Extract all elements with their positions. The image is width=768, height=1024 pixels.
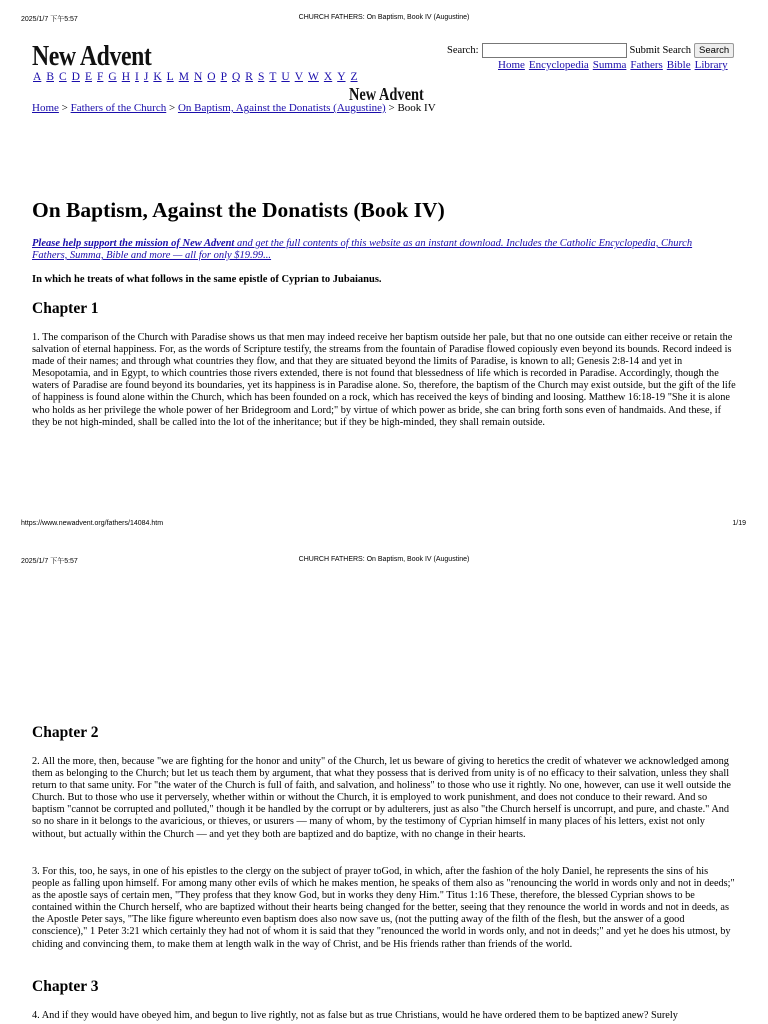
alphabet-link-c[interactable]: C (58, 71, 67, 83)
alphabet-link-a[interactable]: A (33, 71, 42, 83)
alphabet-link-i[interactable]: I (135, 71, 139, 83)
print-date: 2025/1/7 下午5:57 (21, 16, 78, 23)
alphabet-link-x[interactable]: X (323, 71, 333, 83)
alphabet-link-l[interactable]: L (166, 71, 174, 83)
paragraph: 4. And if they would have obeyed him, and begun to live rightly, not as false but as true Christians, would he have ordered them to be baptized anew? Surely (32, 1010, 678, 1021)
new-advent-logo-small[interactable]: New Advent (349, 84, 424, 104)
alphabet-link-n[interactable]: N (193, 71, 203, 83)
alphabet-link-y[interactable]: Y (337, 71, 346, 83)
alphabet-link-h[interactable]: H (121, 71, 131, 83)
print-title: CHURCH FATHERS: On Baptism, Book IV (Augustine) (298, 556, 470, 563)
page-title: On Baptism, Against the Donatists (Book IV) (32, 198, 445, 222)
alphabet-link-p[interactable]: P (220, 71, 227, 83)
alphabet-link-o[interactable]: O (207, 71, 216, 83)
breadcrumb-work[interactable]: On Baptism, Against the Donatists (Augustine) (177, 102, 386, 114)
search-button[interactable]: Search (694, 43, 734, 58)
support-link[interactable]: Please help support the mission of New Advent (32, 238, 235, 249)
alphabet-link-q[interactable]: Q (231, 71, 241, 83)
nav-link-encyclopedia[interactable]: Encyclopedia (528, 59, 589, 71)
nav-link-home[interactable]: Home (498, 59, 525, 71)
print-date: 2025/1/7 下午5:57 (21, 558, 78, 565)
alphabet-link-z[interactable]: Z (350, 71, 358, 83)
breadcrumb-current: Book IV (397, 102, 436, 114)
top-nav (498, 59, 732, 71)
breadcrumb-home[interactable]: Home (32, 102, 59, 114)
support-banner[interactable] (32, 238, 722, 262)
nav-link-bible[interactable]: Bible (666, 59, 691, 71)
alphabet-nav (33, 71, 363, 83)
alphabet-link-g[interactable]: G (108, 71, 117, 83)
breadcrumb-fathers[interactable]: Fathers of the Church (70, 102, 167, 114)
nav-link-fathers[interactable]: Fathers (630, 59, 663, 71)
paragraph: 2. All the more, then, because "we are fighting for the honor and unity" of the Church, let us beware of giving to heretics the credit of whatever we acknowledged among them as belonging to the Church; but let us teach them by argument, that what they possess that is derived from unity is of no efficacy to their salvation, unless they shall return to that same unity. For "the water of the Church is full of faith, and salvation, and holiness" to those who use it rightly. No one, however, can use it well outside the Church. But to those who use it perversely, whether within or without the Church, it is employed to work punishment, and does not conduce to their reward. And so baptism "cannot be corrupted and polluted," though it be handled by the corrupt or by adulterers, just as also "the Church herself is uncorrupt, and pure, and chaste." And so no share in it belongs to the avaricious, or thieves, or usurers — many of whom, by the testimony of Cyprian himself in many places of his letters, exist not only without, but actually within the Church — and yet they both are baptized and do baptize, with no change in their hearts. (32, 756, 731, 840)
intro-text: In which he treats of what follows in the same epistle of Cyprian to Jubaianus. (32, 274, 382, 285)
submit-search-label: Submit Search (629, 45, 692, 56)
print-page-number: 1/19 (732, 520, 746, 527)
alphabet-link-e[interactable]: E (84, 71, 92, 83)
alphabet-link-k[interactable]: K (153, 71, 162, 83)
nav-link-summa[interactable]: Summa (592, 59, 627, 71)
breadcrumb: Home > Fathers of the Church > On Baptism, Against the Donatists (Augustine) > Book IV (32, 102, 436, 114)
nav-link-library[interactable]: Library (694, 59, 728, 71)
alphabet-link-s[interactable]: S (257, 71, 265, 83)
alphabet-link-r[interactable]: R (245, 71, 253, 83)
print-url: https://www.newadvent.org/fathers/14084.htm (21, 520, 164, 527)
search-bar (447, 43, 734, 58)
alphabet-link-m[interactable]: M (178, 71, 189, 83)
chapter-heading: Chapter 1 (32, 300, 99, 317)
alphabet-link-b[interactable]: B (46, 71, 54, 83)
alphabet-link-j[interactable]: J (143, 71, 149, 83)
alphabet-link-d[interactable]: D (71, 71, 80, 83)
alphabet-link-f[interactable]: F (97, 71, 104, 83)
alphabet-link-t[interactable]: T (269, 71, 277, 83)
new-advent-logo[interactable]: New Advent (32, 40, 152, 72)
chapter-heading: Chapter 3 (32, 978, 99, 995)
search-label: Search: (447, 45, 479, 56)
alphabet-link-w[interactable]: W (308, 71, 319, 83)
paragraph: 1. The comparison of the Church with Paradise shows us that men may indeed receive her baptism outside her pale, but that no one outside can either receive or retain the salvation of eternal happiness. For, as the words of Scripture testify, the streams from the fountain of Paradise flowed copiously even beyond its bounds. Record indeed is made of their names; and through what countries they flow, and that they are situated beyond the limits of Paradise, is known to all; Genesis 2:8-14 and yet in Mesopotamia, and in Egypt, to which countries those rivers extended, there is not found that blessedness of life which is recorded in Paradise. Accordingly, though the waters of Paradise are found beyond its boundaries, yet its happiness is in Paradise alone. So, therefore, the baptism of the Church may exist outside, but the gift of the life of happiness is found alone within the Church, which has been founded on a rock, which has received the keys of binding and loosing. Matthew 16:18-19 "She it is alone who holds as her privilege the whole power of her Bridegroom and Lord;" by virtue of which power as bride, she can bring forth sons even of handmaids. And these, if they be not high-minded, shall be called into the lot of the inheritance; but if they be high-minded, they shall remain outside. (32, 332, 736, 428)
print-title: CHURCH FATHERS: On Baptism, Book IV (Augustine) (298, 14, 470, 21)
support-text[interactable]: and get the full contents of this website as an instant download. Includes the Catholic Encyclopedia, Church Fathers, Summa, Bible and more — all for only $19.99... (32, 238, 693, 261)
search-input[interactable] (482, 43, 627, 58)
alphabet-link-v[interactable]: V (294, 71, 304, 83)
alphabet-link-u[interactable]: U (281, 71, 290, 83)
paragraph: 3. For this, too, he says, in one of his epistles to the clergy on the subject of prayer toGod, in which, after the fashion of the holy Daniel, he represents the sins of his people as falling upon himself. For among many other evils of which he makes mention, he speaks of them also as "renouncing the world in words only and not in deeds;" as the apostle says of certain men, "They profess that they know God, but in works they deny Him." Titus 1:16 These, therefore, the blessed Cyprian shows to be contained within the Church herself, who are baptized without their hearts being changed for the better, seeing that they renounce the world in words and not in deeds, as the Apostle Peter says, "The like figure whereunto even baptism does also now save us, (not the putting away of the filth of the flesh, but the answer of a good conscience)," 1 Peter 3:21 which certainly they had not of whom it is said that they "renounced the world in words only, and not in deeds;" and yet he does his utmost, by chiding and convincing them, to make them at length walk in the way of Christ, and be His friends rather than friends of the world. (32, 866, 735, 950)
chapter-heading: Chapter 2 (32, 724, 99, 741)
